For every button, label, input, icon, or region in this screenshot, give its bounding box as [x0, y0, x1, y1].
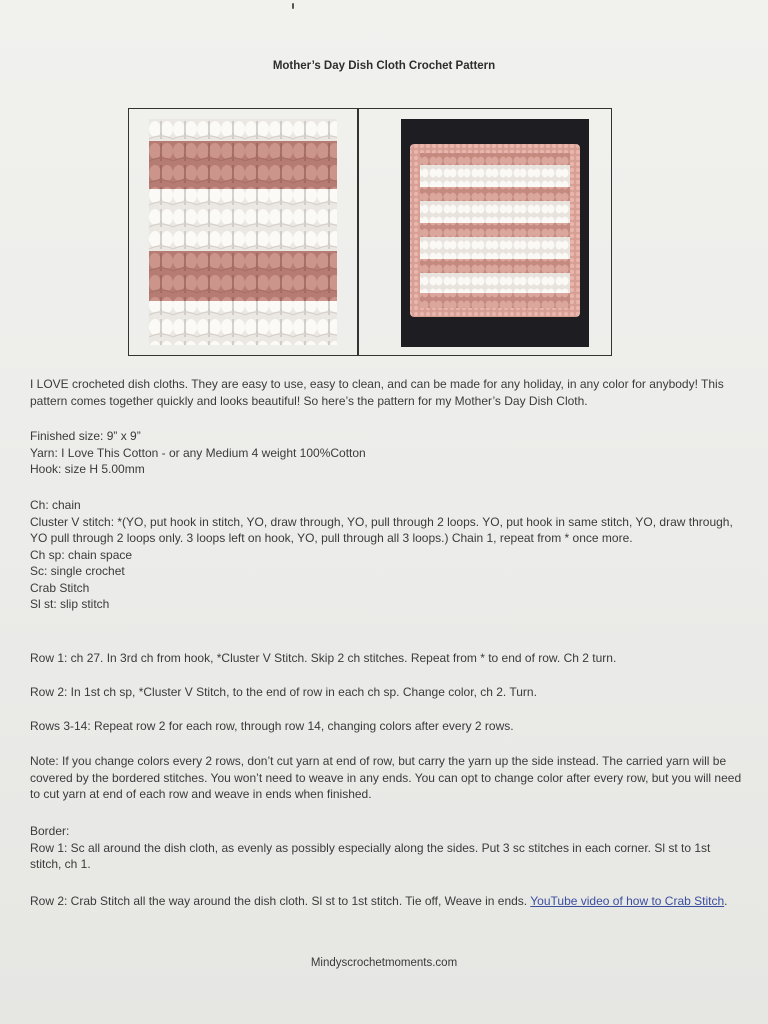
border-heading: Border: — [30, 824, 70, 838]
intro-text: I LOVE crocheted dish cloths. They are easy to use, easy to clean, and can be made for any holiday, in any color for anybody! This pattern comes together quickly and looks beautiful! So here’s the pattern for my Mother’s Day Dish Cloth. — [30, 377, 724, 408]
yarn-spec: Yarn: I Love This Cotton - or any Medium 4 weight 100%Cotton — [30, 445, 366, 460]
paper-speck — [292, 3, 294, 9]
row-1-block — [30, 650, 742, 667]
rows-3-14-text: Rows 3-14: Repeat row 2 for each row, through row 14, changing colors after every 2 rows. — [30, 719, 514, 733]
hook-spec: Hook: size H 5.00mm — [30, 462, 145, 476]
abbr-chain: Ch: chain — [30, 498, 81, 512]
border-row-2-text: Row 2: Crab Stitch all the way around the dish cloth. Sl st to 1st stitch. Tie off, Weave in ends. — [30, 894, 528, 908]
rows-3-14-block — [30, 718, 742, 735]
page-title: Mother’s Day Dish Cloth Crochet Pattern — [272, 60, 496, 72]
border-block — [30, 823, 742, 873]
table-divider — [357, 109, 359, 355]
abbr-chain-space: Ch sp: chain space — [30, 547, 133, 562]
finished-size: Finished size: 9” x 9” — [30, 429, 141, 443]
abbr-single-crochet: Sc: single crochet — [30, 564, 125, 578]
stitch-closeup-photo — [149, 119, 337, 345]
finished-dishcloth-photo — [401, 119, 589, 347]
row-2-block — [30, 684, 742, 701]
photo-table — [128, 108, 612, 356]
crab-stitch-video-link[interactable]: YouTube video of how to Crab Stitch — [530, 894, 725, 908]
border-row-1-text: Row 1: Sc all around the dish cloth, as evenly as possibly especially along the sides. Put 3 sc stitches in each corner. Sl st to 1st stitch, ch 1. — [30, 840, 711, 871]
link-trailing-period: . — [724, 894, 728, 908]
note-block — [30, 753, 742, 803]
abbreviations-block — [30, 497, 742, 613]
border-row-2-block — [30, 893, 742, 910]
footer-website: Mindyscrochetmoments.com — [310, 957, 458, 969]
row-2-text: Row 2: In 1st ch sp, *Cluster V Stitch, to the end of row in each ch sp. Change color, ch 2. Turn. — [30, 685, 537, 699]
abbr-crab-stitch: Crab Stitch — [30, 580, 90, 595]
specs-block — [30, 428, 742, 478]
intro-paragraph — [30, 376, 742, 409]
border-row-2-paragraph — [30, 893, 742, 910]
note-text: Note: If you change colors every 2 rows, don’t cut yarn at end of row, but carry the yarn up the side instead. The carried yarn will be covered by the bordered stitches. You won’t need to weave in any ends. You can opt to change color after every row, but you will need to cut yarn at end of each row and weave in ends when finished. — [30, 754, 742, 801]
abbr-slip-stitch: Sl st: slip stitch — [30, 597, 110, 611]
row-1-text: Row 1: ch 27. In 3rd ch from hook, *Cluster V Stitch. Skip 2 ch stitches. Repeat from * to end of row. Ch 2 turn. — [30, 651, 617, 665]
abbr-cluster-v: Cluster V stitch: *(YO, put hook in stitch, YO, draw through, YO, pull through 2 loops. YO, put hook in same stitch, YO, draw through, YO pull through 2 loops only. 3 loops left on hook, YO, pull through all 3 loops.) Chain 1, repeat from * once more. — [30, 514, 733, 545]
